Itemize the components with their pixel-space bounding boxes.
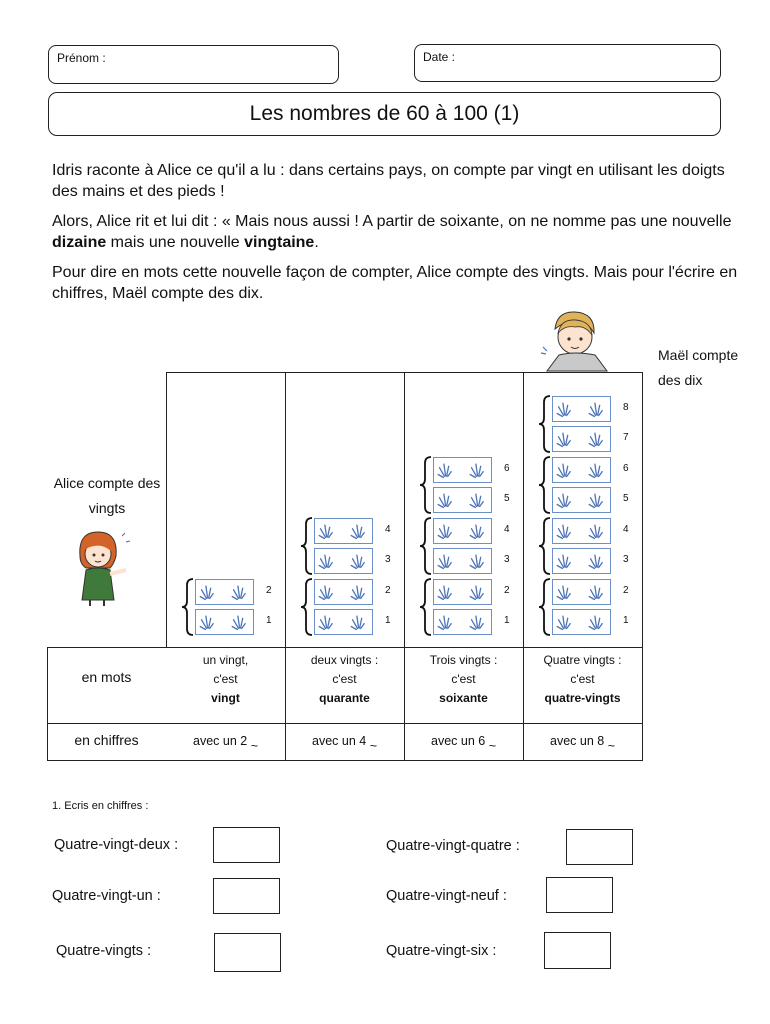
tilde-mark: ~ [247,739,258,753]
chiffre-text: avec un 2 [193,734,248,748]
brace-icon [419,516,433,576]
prenom-field[interactable] [48,45,339,84]
hand-number: 2 [504,584,510,596]
alice-label: Alice compte des vingts [53,475,161,516]
hand-number: 6 [504,462,510,474]
brace-icon [538,577,552,637]
hand-number: 1 [385,615,391,626]
brace-icon [538,394,552,454]
chiffre-cell-1 [166,734,285,753]
hand-icon [433,609,492,635]
answer-box-89[interactable] [546,877,613,913]
chiffre-cell-4 [523,734,642,753]
mots-line1: un vingt, [202,653,249,667]
hand-number: 1 [266,615,272,626]
answer-box-80[interactable] [214,933,281,972]
chiffre-text: avec un 8 [550,734,605,748]
brace-icon [300,516,314,576]
hand-icon [433,457,492,483]
brace-icon [538,455,552,515]
date-field[interactable] [414,44,721,82]
hand-icon [195,579,254,605]
hand-icon [552,609,611,635]
hand-icon [433,487,492,513]
tilde-mark: ~ [604,739,615,753]
brace-icon [538,516,552,576]
hand-number: 2 [266,584,272,596]
hand-icon [195,609,254,635]
mots-cell-1 [166,651,285,708]
hand-icon [314,579,373,605]
brace-icon [419,577,433,637]
hand-number: 1 [623,615,629,626]
hand-number: 4 [504,523,510,535]
hand-icon [552,457,611,483]
hand-icon [433,579,492,605]
chiffre-cell-3 [404,734,523,753]
intro-paragraph-1: Idris raconte à Alice ce qu'il a lu : dans certains pays, on compte par vingt en utilisant les doigts des mains et des pieds ! [52,162,725,200]
hand-icon [314,609,373,635]
mots-cell-4 [523,651,642,708]
intro-paragraph-2 [52,211,752,253]
hand-number: 3 [385,554,391,565]
hand-icon [552,518,611,544]
ex-label-86: Quatre-vingt-six : [386,943,497,959]
mots-line2: c'est [213,672,238,686]
hand-number: 6 [623,462,629,474]
page-title: Les nombres de 60 à 100 (1) [48,92,721,136]
mots-line1: deux vingts : [310,653,379,667]
hand-number: 3 [504,554,510,565]
brace-icon [419,455,433,515]
mots-line2: c'est [332,672,357,686]
prenom-label: Prénom : [57,51,106,65]
hand-icon [552,487,611,513]
mots-line1: Trois vingts : [429,653,498,667]
mots-word: quatre-vingts [544,691,621,705]
hand-number: 4 [385,523,391,535]
hand-icon [552,426,611,452]
answer-box-82[interactable] [213,827,280,863]
hand-icon [552,579,611,605]
mots-line1: Quatre vingts : [543,653,622,667]
row-label-en-chiffres: en chiffres [74,732,139,748]
mots-line2: c'est [570,672,595,686]
hand-number: 1 [504,615,510,626]
intro-paragraph-3: Pour dire en mots cette nouvelle façon de compter, Alice compte des vingts. Mais pour l'écrire en chiffres, Maël compte des dix. [52,264,738,302]
intro-p2-vingtaine: vingtaine [244,234,315,251]
mots-word: quarante [319,691,370,705]
hand-icon [314,518,373,544]
answer-box-84[interactable] [566,829,633,865]
chiffre-text: avec un 6 [431,734,486,748]
tilde-mark: ~ [366,739,377,753]
chiffre-cell-2 [285,734,404,753]
hand-number: 2 [623,584,629,596]
mots-line2: c'est [451,672,476,686]
brace-icon [300,577,314,637]
hand-number: 5 [504,493,510,504]
ex-label-81: Quatre-vingt-un : [52,888,161,904]
hand-number: 4 [623,523,629,535]
mots-word: vingt [211,691,240,705]
brace-icon [181,577,195,637]
mael-label: Maël compte des dix [658,347,739,388]
exercise-title: 1. Ecris en chiffres : [52,800,149,812]
ex-label-80: Quatre-vingts : [56,943,152,959]
hand-icon [433,548,492,574]
mots-cell-3 [404,651,523,708]
hand-icon [552,548,611,574]
answer-box-81[interactable] [213,878,280,914]
hand-number: 2 [385,584,391,596]
mots-word: soixante [439,691,488,705]
mots-cell-2 [285,651,404,708]
tilde-mark: ~ [485,739,496,753]
intro-p2-d: . [314,234,319,251]
ex-label-84: Quatre-vingt-quatre : [386,838,520,854]
mael-illustration [537,307,612,372]
alice-illustration [70,528,135,608]
intro-p2-dizaine: dizaine [52,234,107,251]
chiffre-text: avec un 4 [312,734,367,748]
hand-icon [314,548,373,574]
row-label-en-mots: en mots [81,669,132,685]
intro-p2-c: mais une nouvelle [106,234,245,251]
intro-p2-a: Alors, Alice rit et lui dit : « Mais nous aussi ! A partir de soixante, on ne nomme pas une nouvelle [52,213,732,230]
ex-label-82: Quatre-vingt-deux : [54,837,179,853]
hand-number: 7 [623,432,629,443]
hand-number: 8 [623,401,629,413]
hand-number: 3 [623,554,629,565]
date-label: Date : [423,50,456,64]
answer-box-86[interactable] [544,932,611,969]
hand-number: 5 [623,493,629,504]
ex-label-89: Quatre-vingt-neuf : [386,888,507,904]
hand-icon [433,518,492,544]
hand-icon [552,396,611,422]
